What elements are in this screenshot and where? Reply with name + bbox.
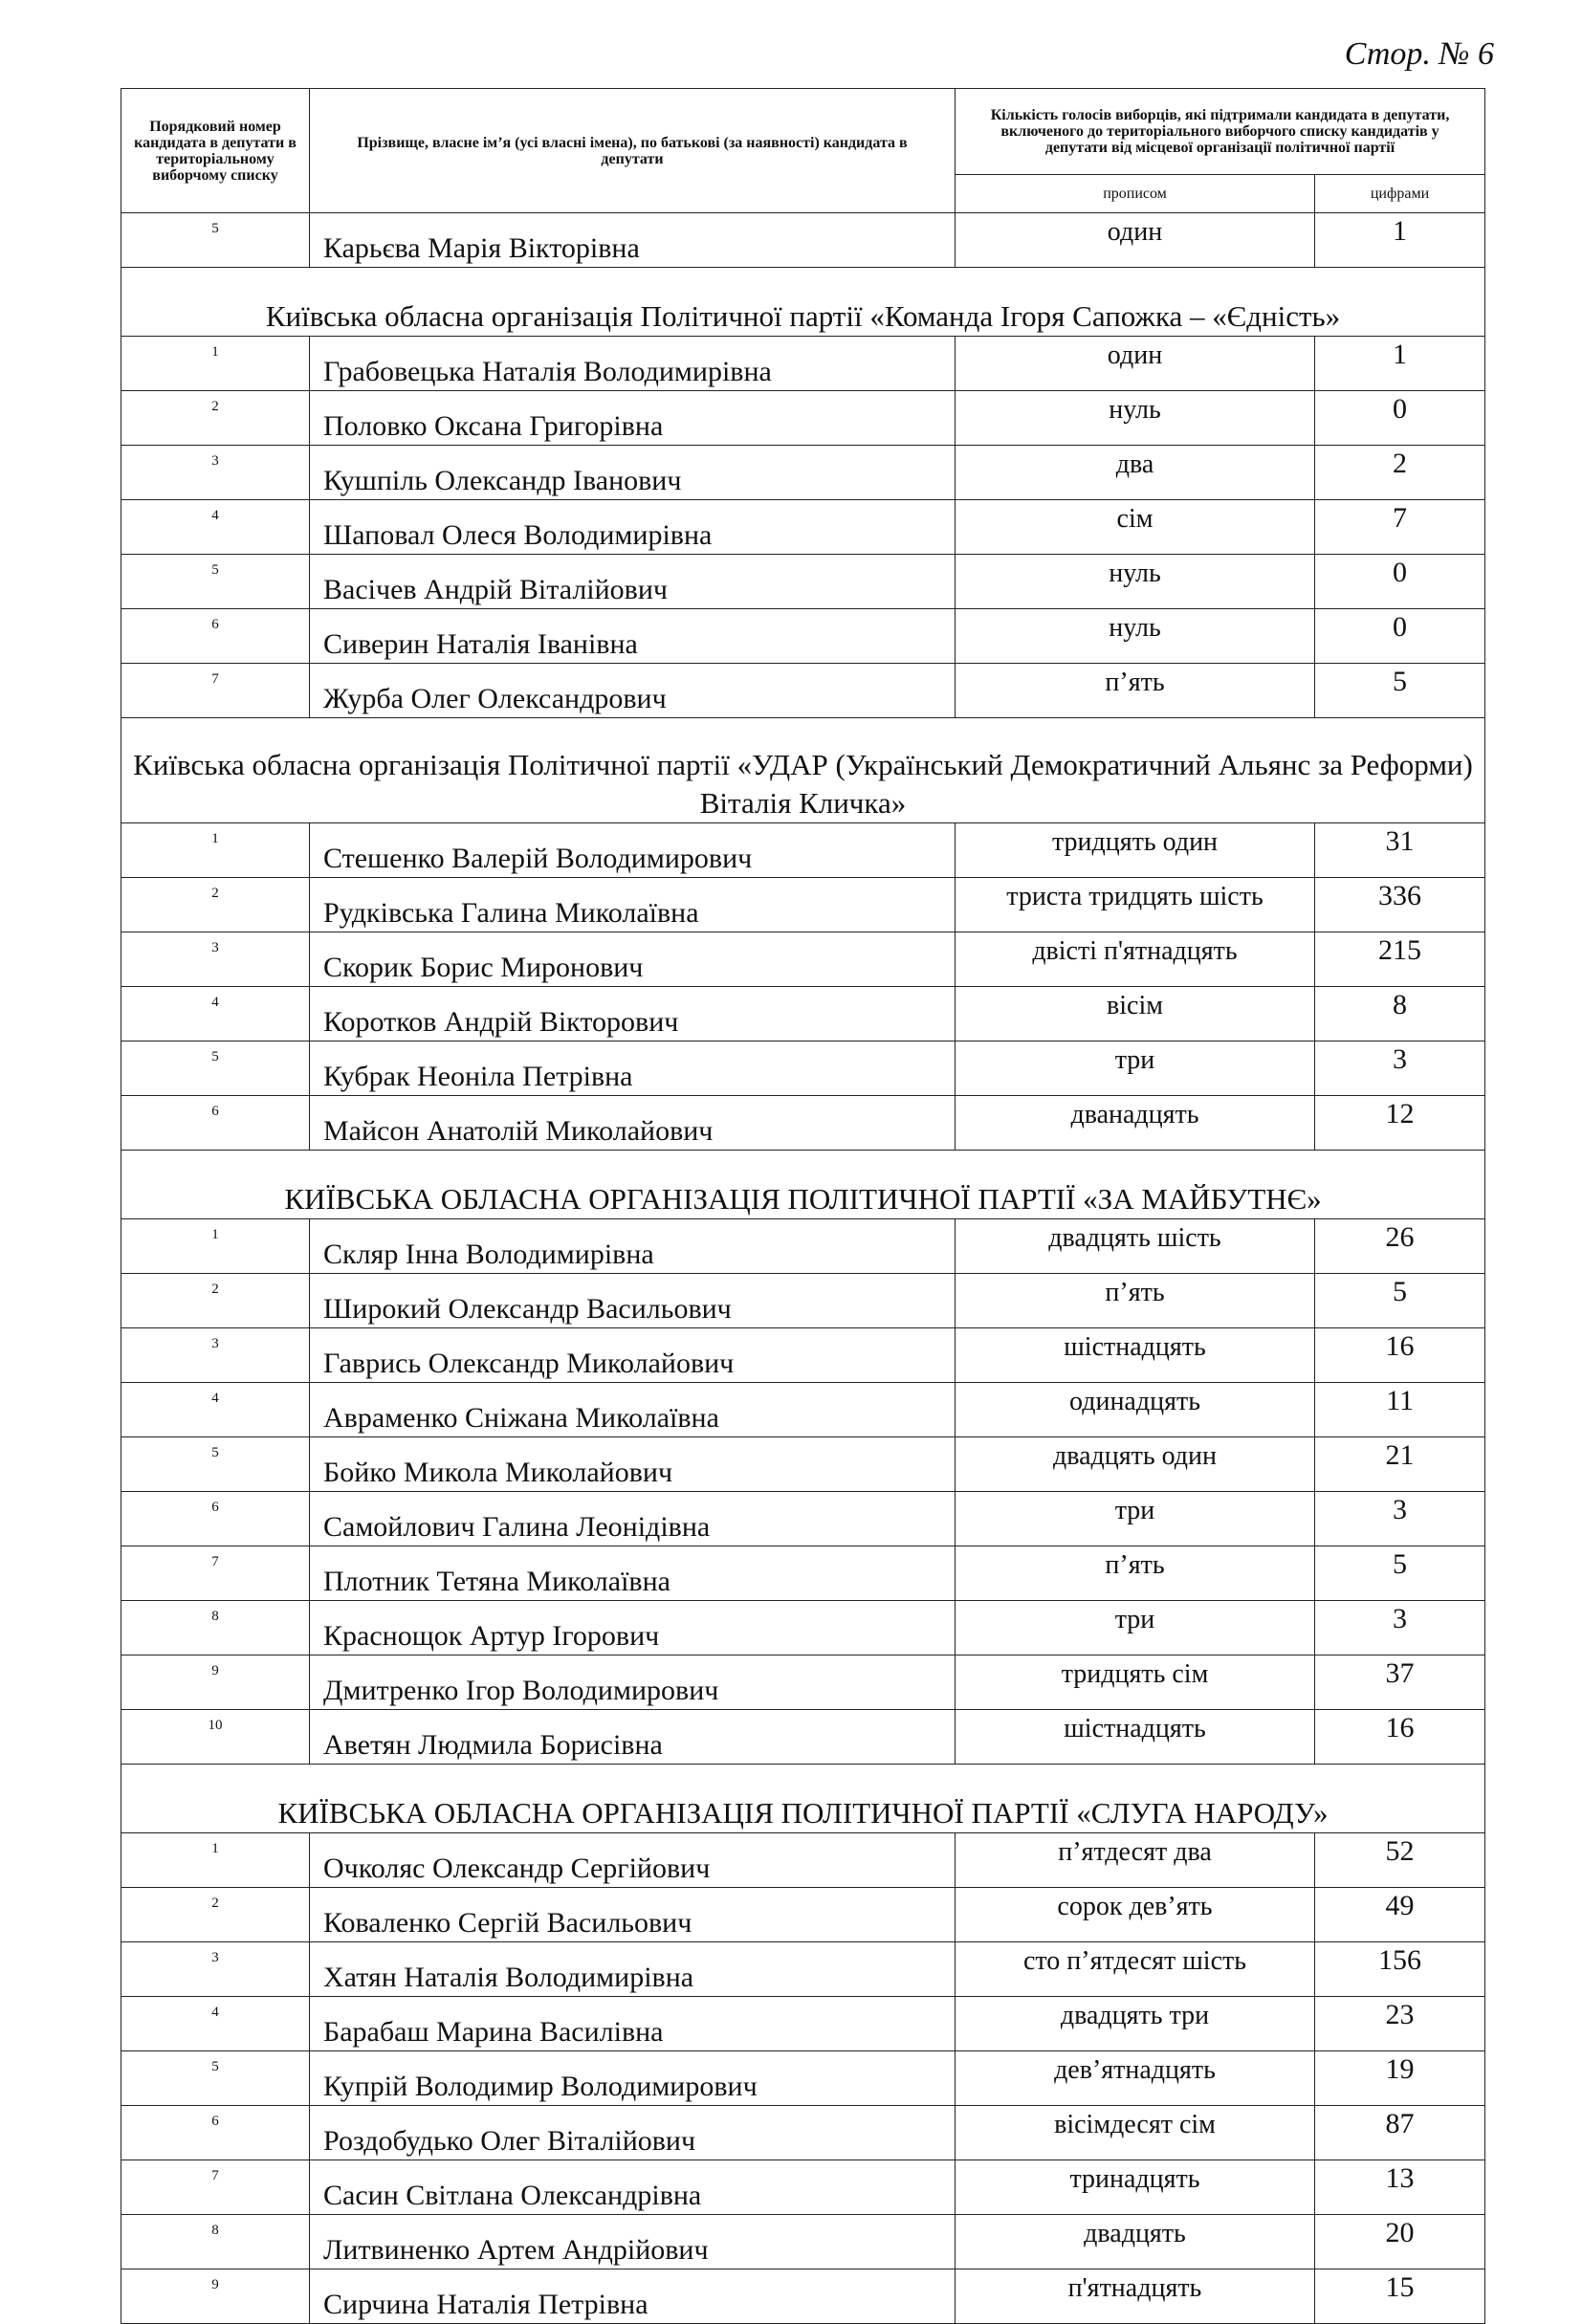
candidate-number: 6	[121, 1096, 310, 1151]
candidate-name: Краснощок Артур Ігорович	[310, 1601, 956, 1655]
votes-in-digits: 87	[1315, 2106, 1485, 2160]
candidate-number: 1	[121, 823, 310, 878]
party-name: Київська обласна організація Політичної партії «Команда Ігоря Сапожка – «Єдність»	[121, 268, 1485, 337]
votes-in-words: шістнадцять	[956, 1328, 1315, 1383]
votes-in-digits: 5	[1315, 1274, 1485, 1328]
votes-in-digits: 21	[1315, 1437, 1485, 1492]
votes-in-words: двадцять	[956, 2215, 1315, 2269]
candidate-name: Кубрак Неоніла Петрівна	[310, 1041, 956, 1096]
candidate-name: Гаврись Олександр Миколайович	[310, 1328, 956, 1383]
votes-in-digits: 2	[1315, 446, 1485, 500]
candidate-number: 9	[121, 1655, 310, 1710]
votes-in-words: тринадцять	[956, 2160, 1315, 2215]
candidate-row	[121, 1041, 1485, 1096]
candidate-row	[121, 1833, 1485, 1888]
candidate-name: Купрій Володимир Володимирович	[310, 2051, 956, 2106]
party-row	[121, 1765, 1485, 1833]
party-row	[121, 1151, 1485, 1219]
votes-in-words: нуль	[956, 391, 1315, 446]
candidate-row	[121, 1546, 1485, 1601]
candidate-name: Плотник Тетяна Миколаївна	[310, 1546, 956, 1601]
candidate-name: Аветян Людмила Борисівна	[310, 1710, 956, 1765]
votes-in-digits: 3	[1315, 1492, 1485, 1546]
candidate-number: 5	[121, 2051, 310, 2106]
votes-in-digits: 3	[1315, 1601, 1485, 1655]
votes-in-words: п'ятнадцять	[956, 2269, 1315, 2324]
candidate-name: Шаповал Олеся Володимирівна	[310, 500, 956, 555]
candidate-name: Майсон Анатолій Миколайович	[310, 1096, 956, 1151]
candidate-number: 7	[121, 664, 310, 718]
candidate-number: 7	[121, 2160, 310, 2215]
candidate-number: 4	[121, 1997, 310, 2051]
candidate-number: 5	[121, 213, 310, 268]
votes-in-words: один	[956, 213, 1315, 268]
votes-in-digits: 15	[1315, 2269, 1485, 2324]
votes-in-digits: 16	[1315, 1710, 1485, 1765]
candidate-number: 3	[121, 932, 310, 987]
party-name: Київська обласна організація Політичної партії «УДАР (Український Демократичний Альянс за Реформи) Віталія Кличка»	[121, 718, 1485, 823]
candidate-row	[121, 337, 1485, 391]
candidate-number: 5	[121, 1437, 310, 1492]
candidate-number: 5	[121, 1041, 310, 1096]
candidate-number: 6	[121, 1492, 310, 1546]
candidate-row	[121, 2051, 1485, 2106]
candidate-row	[121, 1655, 1485, 1710]
votes-in-words: п’ятдесят два	[956, 1833, 1315, 1888]
candidate-number: 1	[121, 337, 310, 391]
votes-in-words: двадцять один	[956, 1437, 1315, 1492]
votes-in-words: один	[956, 337, 1315, 391]
party-name: КИЇВСЬКА ОБЛАСНА ОРГАНІЗАЦІЯ ПОЛІТИЧНОЇ ПАРТІЇ «ЗА МАЙБУТНЄ»	[121, 1151, 1485, 1219]
votes-in-words: два	[956, 446, 1315, 500]
votes-in-digits: 13	[1315, 2160, 1485, 2215]
candidate-name: Сирчина Наталія Петрівна	[310, 2269, 956, 2324]
party-name: КИЇВСЬКА ОБЛАСНА ОРГАНІЗАЦІЯ ПОЛІТИЧНОЇ ПАРТІЇ «СЛУГА НАРОДУ»	[121, 1765, 1485, 1833]
votes-in-words: триста тридцять шість	[956, 878, 1315, 932]
votes-in-digits: 49	[1315, 1888, 1485, 1942]
candidate-name: Скорик Борис Миронович	[310, 932, 956, 987]
votes-in-digits: 0	[1315, 391, 1485, 446]
table-body	[121, 213, 1485, 2324]
candidate-row	[121, 987, 1485, 1041]
votes-in-words: двісті п'ятнадцять	[956, 932, 1315, 987]
votes-in-digits: 26	[1315, 1219, 1485, 1274]
candidate-row	[121, 1383, 1485, 1437]
votes-in-digits: 5	[1315, 664, 1485, 718]
candidate-name: Сасин Світлана Олександрівна	[310, 2160, 956, 2215]
candidate-row	[121, 609, 1485, 664]
candidate-name: Половко Оксана Григорівна	[310, 391, 956, 446]
candidate-row	[121, 1219, 1485, 1274]
votes-in-digits: 215	[1315, 932, 1485, 987]
candidate-name: Стешенко Валерій Володимирович	[310, 823, 956, 878]
candidate-row	[121, 1942, 1485, 1997]
candidate-name: Барабаш Марина Василівна	[310, 1997, 956, 2051]
candidate-row	[121, 391, 1485, 446]
votes-in-digits: 11	[1315, 1383, 1485, 1437]
candidate-number: 4	[121, 1383, 310, 1437]
votes-in-words: тридцять один	[956, 823, 1315, 878]
candidate-row	[121, 2106, 1485, 2160]
candidate-name: Очколяс Олександр Сергійович	[310, 1833, 956, 1888]
header-votes: Кількість голосів виборців, які підтримали кандидата в депутати, включеного до територіального виборчого списку кандидатів у депутати від місцевої організації політичної партії	[956, 89, 1485, 175]
candidate-name: Широкий Олександр Васильович	[310, 1274, 956, 1328]
votes-in-words: шістнадцять	[956, 1710, 1315, 1765]
votes-in-digits: 12	[1315, 1096, 1485, 1151]
candidate-name: Бойко Микола Миколайович	[310, 1437, 956, 1492]
votes-in-digits: 3	[1315, 1041, 1485, 1096]
candidate-number: 2	[121, 1888, 310, 1942]
votes-in-digits: 7	[1315, 500, 1485, 555]
candidate-number: 10	[121, 1710, 310, 1765]
candidate-row	[121, 1328, 1485, 1383]
candidate-row	[121, 555, 1485, 609]
party-row	[121, 718, 1485, 823]
header-digits: цифрами	[1315, 175, 1485, 213]
votes-in-digits: 5	[1315, 1546, 1485, 1601]
votes-in-digits: 0	[1315, 609, 1485, 664]
header-words: прописом	[956, 175, 1315, 213]
votes-in-digits: 8	[1315, 987, 1485, 1041]
candidate-row	[121, 1710, 1485, 1765]
candidate-number: 6	[121, 609, 310, 664]
candidate-row	[121, 932, 1485, 987]
candidate-number: 9	[121, 2269, 310, 2324]
votes-in-words: сто п’ятдесят шість	[956, 1942, 1315, 1997]
party-row	[121, 268, 1485, 337]
candidate-number: 1	[121, 1833, 310, 1888]
candidate-row	[121, 1274, 1485, 1328]
candidate-name: Литвиненко Артем Андрійович	[310, 2215, 956, 2269]
candidate-number: 6	[121, 2106, 310, 2160]
votes-in-digits: 23	[1315, 1997, 1485, 2051]
candidate-number: 8	[121, 1601, 310, 1655]
candidate-name: Карьєва Марія Вікторівна	[310, 213, 956, 268]
candidate-number: 1	[121, 1219, 310, 1274]
candidate-name: Скляр Інна Володимирівна	[310, 1219, 956, 1274]
header-name: Прізвище, власне ім’я (усі власні імена), по батькові (за наявності) кандидата в депутати	[310, 89, 956, 213]
votes-in-words: вісім	[956, 987, 1315, 1041]
candidate-row	[121, 1437, 1485, 1492]
votes-in-digits: 19	[1315, 2051, 1485, 2106]
candidate-number: 3	[121, 1942, 310, 1997]
votes-in-digits: 52	[1315, 1833, 1485, 1888]
candidate-name: Самойлович Галина Леонідівна	[310, 1492, 956, 1546]
candidate-row	[121, 823, 1485, 878]
candidate-number: 3	[121, 1328, 310, 1383]
candidate-row	[121, 446, 1485, 500]
candidate-row	[121, 1888, 1485, 1942]
votes-in-words: п’ять	[956, 1546, 1315, 1601]
candidate-number: 7	[121, 1546, 310, 1601]
votes-in-words: двадцять три	[956, 1997, 1315, 2051]
candidate-number: 8	[121, 2215, 310, 2269]
votes-in-words: сім	[956, 500, 1315, 555]
votes-in-words: вісімдесят сім	[956, 2106, 1315, 2160]
candidate-number: 2	[121, 1274, 310, 1328]
votes-in-words: нуль	[956, 609, 1315, 664]
candidate-row	[121, 878, 1485, 932]
candidate-name: Рудківська Галина Миколаївна	[310, 878, 956, 932]
candidate-name: Хатян Наталія Володимирівна	[310, 1942, 956, 1997]
candidate-name: Сиверин Наталія Іванівна	[310, 609, 956, 664]
votes-in-words: сорок дев’ять	[956, 1888, 1315, 1942]
votes-in-digits: 16	[1315, 1328, 1485, 1383]
votes-in-words: тридцять сім	[956, 1655, 1315, 1710]
votes-in-digits: 37	[1315, 1655, 1485, 1710]
candidate-name: Коротков Андрій Вікторович	[310, 987, 956, 1041]
candidate-number: 2	[121, 391, 310, 446]
candidate-name: Васічев Андрій Віталійович	[310, 555, 956, 609]
votes-in-words: дванадцять	[956, 1096, 1315, 1151]
candidate-name: Кушпіль Олександр Іванович	[310, 446, 956, 500]
results-table	[121, 88, 1485, 2324]
votes-in-digits: 20	[1315, 2215, 1485, 2269]
votes-in-words: три	[956, 1601, 1315, 1655]
candidate-name: Роздобудько Олег Віталійович	[310, 2106, 956, 2160]
candidate-number: 2	[121, 878, 310, 932]
candidate-number: 5	[121, 555, 310, 609]
candidate-name: Авраменко Сніжана Миколаївна	[310, 1383, 956, 1437]
votes-in-words: нуль	[956, 555, 1315, 609]
votes-in-digits: 31	[1315, 823, 1485, 878]
votes-in-digits: 1	[1315, 213, 1485, 268]
candidate-row	[121, 2160, 1485, 2215]
candidate-name: Грабовецька Наталія Володимирівна	[310, 337, 956, 391]
votes-in-words: двадцять шість	[956, 1219, 1315, 1274]
page-number: Стор. № 6	[1344, 36, 1494, 72]
votes-in-digits: 1	[1315, 337, 1485, 391]
candidate-name: Дмитренко Ігор Володимирович	[310, 1655, 956, 1710]
votes-in-words: п’ять	[956, 1274, 1315, 1328]
votes-in-words: три	[956, 1041, 1315, 1096]
candidate-name: Журба Олег Олександрович	[310, 664, 956, 718]
votes-in-words: одинадцять	[956, 1383, 1315, 1437]
votes-in-words: п’ять	[956, 664, 1315, 718]
candidate-row	[121, 664, 1485, 718]
candidate-row	[121, 1997, 1485, 2051]
votes-in-digits: 156	[1315, 1942, 1485, 1997]
votes-in-digits: 0	[1315, 555, 1485, 609]
candidate-number: 3	[121, 446, 310, 500]
candidate-name: Коваленко Сергій Васильович	[310, 1888, 956, 1942]
candidate-row	[121, 1096, 1485, 1151]
candidate-row	[121, 1492, 1485, 1546]
candidate-row	[121, 2269, 1485, 2324]
candidate-number: 4	[121, 987, 310, 1041]
votes-in-words: три	[956, 1492, 1315, 1546]
votes-in-words: дев’ятнадцять	[956, 2051, 1315, 2106]
candidate-row	[121, 2215, 1485, 2269]
candidate-row	[121, 213, 1485, 268]
header-number: Порядковий номер кандидата в депутати в територіальному виборчому списку	[121, 89, 310, 213]
candidate-row	[121, 1601, 1485, 1655]
candidate-number: 4	[121, 500, 310, 555]
candidate-row	[121, 500, 1485, 555]
votes-in-digits: 336	[1315, 878, 1485, 932]
